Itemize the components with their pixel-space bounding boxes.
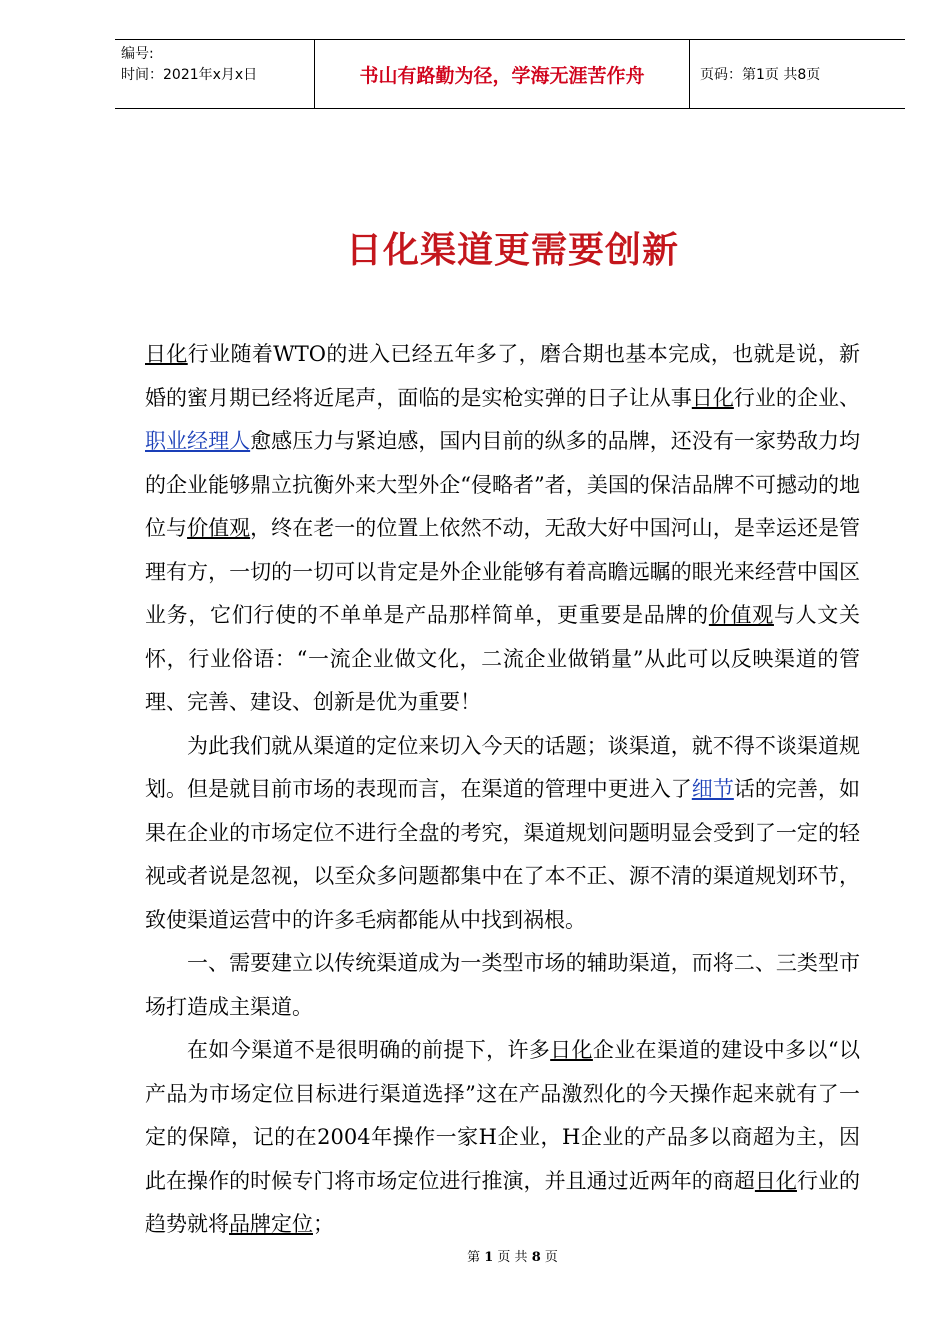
header-motto-cell <box>315 40 690 108</box>
underlined-term: 日化 <box>754 1168 797 1193</box>
underlined-term: 品牌定位 <box>229 1212 313 1236</box>
footer-page-total: 8 <box>531 1250 541 1265</box>
paragraph-text: 行业随着WTO的进入已经五年多了，磨合期也基本完成，也就是说，新婚的蜜月期已经将近尾声，面临的是实枪实弹的日子让从事 <box>145 342 861 410</box>
document-title: 日化渠道更需要创新 <box>345 230 679 271</box>
underlined-term: 日化 <box>550 1038 593 1062</box>
header-page-cell <box>690 40 905 108</box>
time-label: 时间：2021年x月x日 <box>121 67 258 83</box>
paragraph-text: 愈感压力与紧迫感，国内目前的纵多的品牌，还没有一家势敌力均的企业能够鼎立抗衡外来大型外企“侵略者”者，美国的保洁品牌不可撼动的地位与 <box>145 429 861 540</box>
paragraph-text: 行业的企业、 <box>733 385 861 410</box>
page-footer <box>0 1246 950 1265</box>
underlined-term: 价值观 <box>708 603 774 627</box>
underlined-term: 价值观 <box>187 516 251 540</box>
paragraph-text: ，终在老一的位置上依然不动，无敌大好中国河山，是幸运还是管理有方，一切的一切可以肯定是外企业能够有着高瞻远瞩的眼光来经营中国区业务，它们行使的不单单是产品那样简单，更重要是品牌的 <box>145 516 861 627</box>
header-meta-cell <box>115 40 315 108</box>
paragraph-text: 行业的趋势就将 <box>145 1168 861 1236</box>
footer-page-number: 1 <box>484 1250 494 1265</box>
paragraph-text: 与人文关怀，行业俗语：“一流企业做文化，二流企业做销量”从此可以反映渠道的管理、完善、建设、创新是优为重要！ <box>145 603 860 714</box>
paragraph-text: 在如今渠道不是很明确的前提下，许多 <box>187 1038 551 1062</box>
body-paragraph <box>145 333 860 725</box>
motto-text: 书山有路勤为径，学海无涯苦作舟 <box>359 64 645 87</box>
header-page-label: 页码：第1页 共8页 <box>700 67 821 83</box>
underlined-term: 日化 <box>145 342 188 366</box>
paragraph-text: 企业在渠道的建设中多以“以产品为市场定位目标进行渠道选择”这在产品激烈化的今天操作起来就有了一定的保障，记的在2004年操作一家H企业，H企业的产品多以商超为主，因此在操作的时候专门将市场定位进行推演，并且通过近两年的商超 <box>145 1038 860 1193</box>
footer-page-mid: 页 共 <box>497 1250 528 1265</box>
footer-page-suffix: 页 <box>544 1250 558 1265</box>
serial-label: 编号: <box>121 46 154 62</box>
underlined-term: 日化 <box>691 385 734 410</box>
footer-page-prefix: 第 <box>467 1250 481 1265</box>
body-paragraph <box>145 725 860 943</box>
body-paragraph <box>145 1029 860 1247</box>
paragraph-text: 话的完善，如果在企业的市场定位不进行全盘的考究，渠道规划问题明显会受到了一定的轻视或者说是忽视，以至众多问题都集中在了本不正、源不清的渠道规划环节，致使渠道运营中的许多毛病都能从中找到祸根。 <box>145 777 861 932</box>
paragraph-text: 一、需要建立以传统渠道成为一类型市场的辅助渠道，而将二、三类型市场打造成主渠道。 <box>145 951 860 1019</box>
paragraph-text: 为此我们就从渠道的定位来切入今天的话题；谈渠道，就不得不谈渠道规划。但是就目前市场的表现而言，在渠道的管理中更进入了 <box>145 733 860 801</box>
paragraph-text: ； <box>313 1212 334 1236</box>
document-body <box>145 333 860 1247</box>
hyperlink-text[interactable]: 细节 <box>691 777 734 801</box>
page-header <box>115 39 905 109</box>
body-paragraph <box>145 942 860 1029</box>
hyperlink-text[interactable]: 职业经理人 <box>145 429 251 453</box>
